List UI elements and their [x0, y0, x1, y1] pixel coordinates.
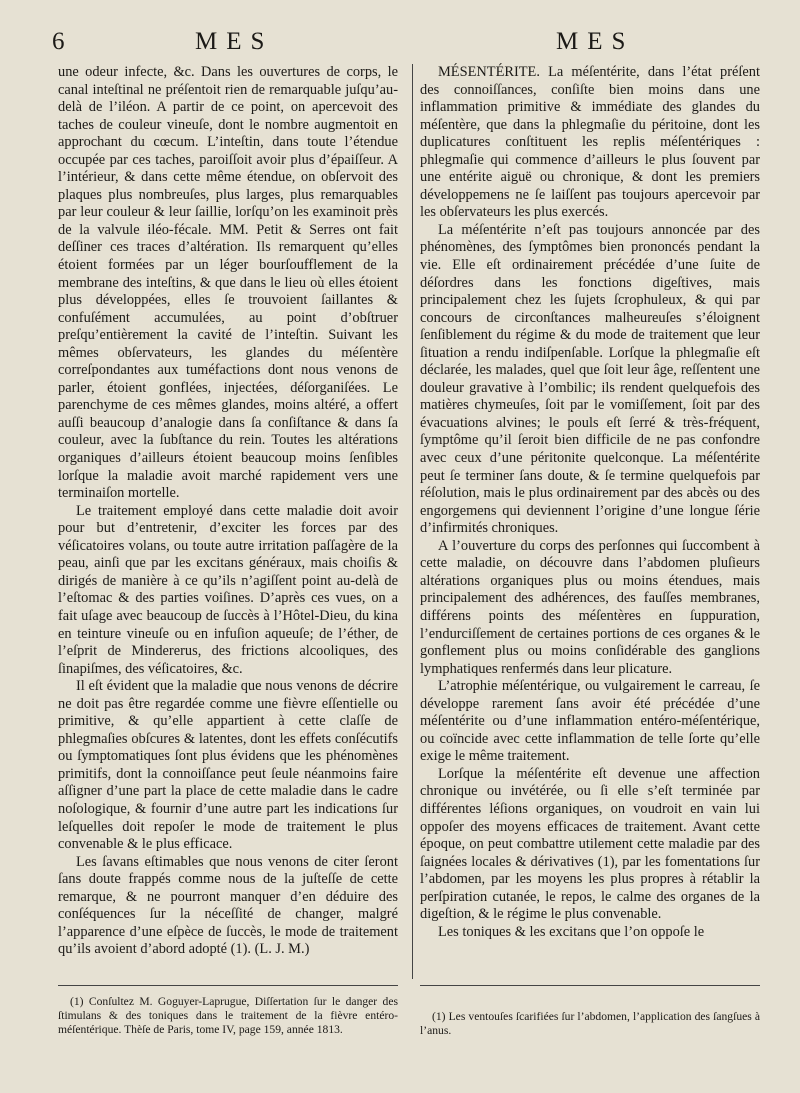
- running-head-right: MES: [556, 28, 635, 55]
- column-divider: [412, 64, 413, 979]
- body-paragraph: une odeur infecte, &c. Dans les ouvertures de corps, le canal inteſtinal ne préſentoit rien de remarquable juſqu’au-delà de l’iléon. A partir de ce point, on apercevoit des taches de couleur vineuſe, dont le nombre augmentoit en approchant du cœcum. L’inteſtin, dans toute l’étendue occupée par ces taches, paroiſſoit avoir plus d’épaiſſeur. A l’intérieur, & dans cette même étendue, on obſervoit des plaques plus nombreuſes, plus larges, plus remarquables par leur couleur & leur ſaillie, lorſqu’on les examinoit près de la valvule iléo-fécale. MM. Petit & Serres ont fait deſſiner ces traces d’altération. Ils remarquent qu’elles étoient formées par un léger bourſoufflement de la membrane des inteſtins, & que dans le lieu où elles étoient plus développées, elles ſe trouvoient ſaillantes & confuſément accumulées, au point d’obſtruer preſqu’entièrement la cavité de l’inteſtin. Suivant les mêmes obſervateurs, les glandes du méſentère correſpondantes aux tuméfactions dont nous venons de parler, étoient gonflées, injectées, déſorganiſées. Le parenchyme de ces mêmes glandes, moins altéré, a offert auſſi beaucoup d’analogie dans ſa conſiſtance & dans ſa couleur, avec la ſubſtance du rein. Toutes les altérations organiques d’ailleurs étoient beaucoup moins ſenſibles lorſque la maladie avoit marché rapidement vers une terminaiſon mortelle.: [58, 64, 398, 502]
- footnote-right: [420, 1010, 760, 1038]
- body-paragraph: L’atrophie méſentérique, ou vulgairement le carreau, ſe développe rarement ſans avoir été précédée d’une méſentérite ou d’une inflammation entéro-méſentérique, ou coïncide avec cette inflammation de telle ſorte qu’elle exige le même traitement.: [420, 678, 760, 765]
- footnote-rule-left: [58, 985, 398, 986]
- body-paragraph: La méſentérite n’eſt pas toujours annoncée par des phénomènes, des ſymptômes bien prononcés pendant la vie. Elle eſt ordinairement précédée d’une ſuite de déſordres dans les fonctions digeſtives, mais principalement chez les ſujets ſcrophuleux, & qui par concours de circonſtances malheureuſes s’éloignent ſenſiblement du régime & du mode de traitement que leur ſituation a rendu indiſpenſable. Lorſque la phlegmaſie eſt déclarée, les malades, quel que ſoit leur âge, reſſentent une douleur gravative à l’ombilic; ils rendent quelquefois des matières chymeuſes, ſoit par le vomiſſement, ſoit par des évacuations alvines; le pouls eſt ſerré & très-fréquent, ſymptôme qu’il ſeroit bien difficile de ne pas confondre avec ceux d’une péritonite quelconque. La méſentérite peut ſe terminer ſans doute, & ſe termine quelquefois par réſolution, mais le plus ordinairement par des abcès ou des engorgemens qui deviennent l’origine d’une longue ſérie d’infirmités chroniques.: [420, 221, 760, 537]
- running-head-left: MES: [195, 28, 274, 55]
- footnote-rule-right: [420, 985, 760, 986]
- footnote-text: (1) Les ventouſes ſcarifiées ſur l’abdomen, l’application des ſangſues à l’anus.: [420, 1010, 760, 1037]
- body-paragraph: Il eſt évident que la maladie que nous venons de décrire ne doit pas être regardée comme une fièvre eſſentielle ou primitive, & qu’elle appartient à cette claſſe de phlegmaſies obſcures & latentes, dont les effets conſécutifs ou ſymptomatiques ſont plus évidens que les phénomènes primitifs, dont la connoiſſance peut ſeule néanmoins faire aſſigner d’une part la place de cette maladie dans le cadre noſologique, & fournir d’une autre part les indications ſur leſquelles doit repoſer le mode de traitement le plus convenable & le plus efficace.: [58, 678, 398, 853]
- body-paragraph: Lorſque la méſentérite eſt devenue une affection chronique ou invétérée, ou ſi elle s’eſt terminée par différentes léſions organiques, on voudroit en vain lui oppoſer des moyens efficaces de traitement. Avant cette époque, on peut combattre utilement cette maladie par des ſaignées locales & dérivatives (1), par les fomentations ſur l’abdomen, par les moyens les plus propres à rétablir la perſpiration cutanée, le repos, le calme des organes de la digeſtion, & le régime le plus convenable.: [420, 765, 760, 923]
- footnote-left: [58, 995, 398, 1037]
- footnote-text: (1) Conſultez M. Goguyer-Laprugue, Diſſertation ſur le danger des ſtimulans & des toniques dans le traitement de la fièvre entéro-méſentérique. Thèſe de Paris, tome IV, page 159, année 1813.: [58, 995, 398, 1036]
- body-paragraph: Le traitement employé dans cette maladie doit avoir pour but d’entretenir, d’exciter les forces par des véſicatoires volans, ou toute autre irritation paſſagère de la peau, ainſi que par les excitans généraux, mais choiſis & dirigés de manière à ce qu’ils n’agiſſent point au-delà de l’eſtomac & des parties voiſines. D’après ces vues, on a fait uſage avec beaucoup de ſuccès à l’Hôtel-Dieu, du kina en teinture vineuſe ou en infuſion aqueuſe; de l’éther, de l’eſprit de Mindererus, des frictions alcooliques, des ſinapiſmes, des véſicatoires, &c.: [58, 502, 398, 677]
- body-paragraph: A l’ouverture du corps des perſonnes qui ſuccombent à cette maladie, on découvre dans l’abdomen pluſieurs altérations organiques plus ou moins étendues, mais principalement des adhérences, des fauſſes membranes, différens points des méſentères en ſuppuration, l’endurciſſement de certaines portions de ces organes & le gonflement plus ou moins conſidérable des ganglions lymphatiques renfermés dans leur plicature.: [420, 537, 760, 677]
- article-heading: MÉSENTÉRITE.: [438, 64, 540, 80]
- body-paragraph: La méſentérite, dans l’état préſent des connoiſſances, conſiſte bien moins dans une inflammation primitive & immédiate des glandes du méſentère, que dans la phlegmaſie du péritoine, dont les duplicatures conſtituent les replis méſentériques : phlegmaſie qui commence d’ailleurs le plus ſouvent par une entérite aiguë ou chronique, & dont les premiers développemens ne ſe laiſſent pas toujours apercevoir par les obſervateurs les plus exercés.: [420, 64, 760, 221]
- body-paragraph: Les ſavans eſtimables que nous venons de citer ſeront ſans doute frappés comme nous de la juſteſſe de cette remarque, & ne pourront manquer d’en déduire des conſéquences ſur la néceſſité de changer, malgré l’apparence d’une eſpèce de ſuccès, le mode de traitement qu’ils avoient d’abord adopté (1). (L. J. M.): [58, 853, 398, 958]
- page-number: 6: [52, 28, 74, 55]
- right-column: [420, 64, 760, 941]
- left-column: [58, 64, 398, 959]
- body-paragraph: Les toniques & les excitans que l’on oppoſe le: [438, 923, 705, 940]
